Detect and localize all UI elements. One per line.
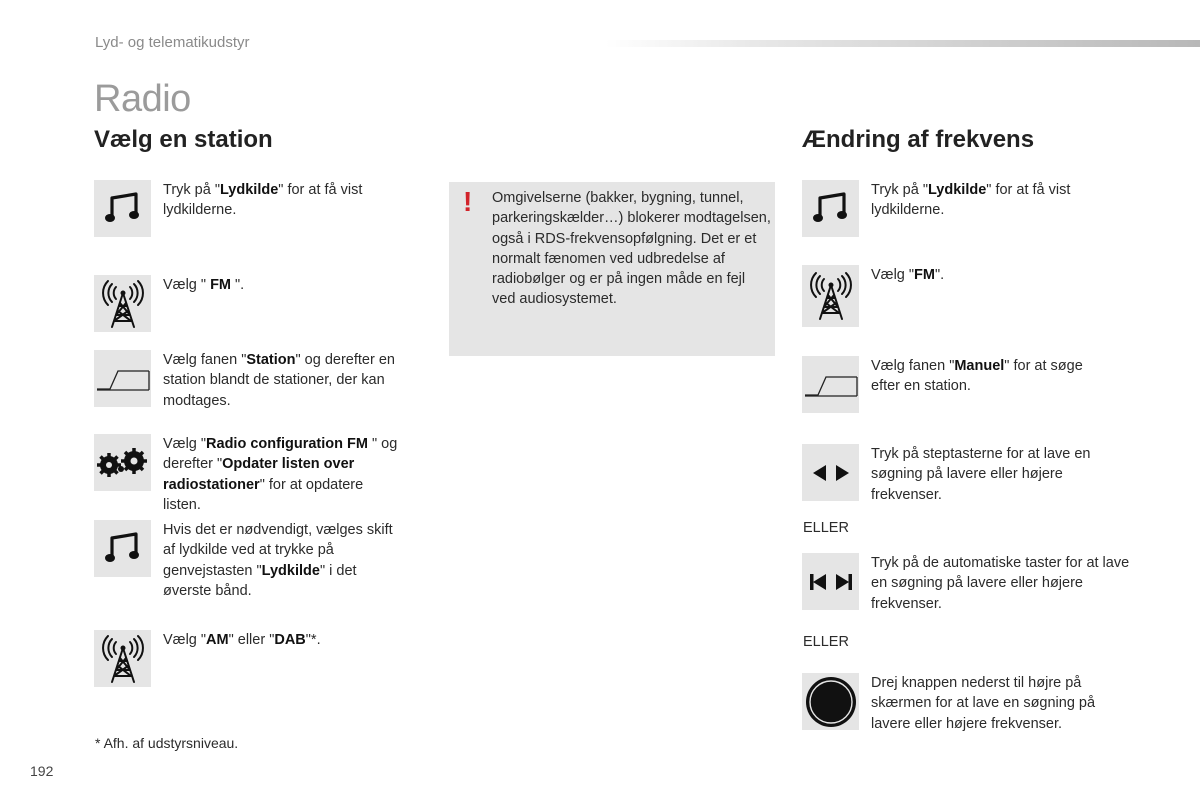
left-step-2 bbox=[94, 275, 403, 332]
right-step-4-text: Tryk på steptasterne for at lave en søgning på lavere eller højere frekvenser. bbox=[871, 446, 1091, 503]
right-heading: Ændring af frekvens bbox=[802, 126, 1035, 153]
gears-icon bbox=[94, 434, 151, 491]
right-step-2 bbox=[802, 265, 1111, 327]
section-label: Lyd- og telematikudstyr bbox=[95, 34, 250, 51]
knob-icon bbox=[802, 673, 859, 730]
left-step-4 bbox=[94, 434, 403, 515]
right-step-6-text: Drej knappen nederst til højre på skærmen for at lave en søgning på lavere eller højere frekvenser. bbox=[871, 675, 1096, 732]
eller-label-1: ELLER bbox=[803, 520, 849, 536]
right-step-1 bbox=[802, 180, 1111, 237]
left-step-5-text: Hvis det er nødvendigt, vælges skift af lydkilde ved at trykke på genvejstasten "Lydkilde" i det øverste bånd. bbox=[163, 522, 393, 599]
right-step-3-text: Vælg fanen "Manuel" for at søge efter en station. bbox=[871, 358, 1083, 395]
right-step-4 bbox=[802, 444, 1116, 505]
music-note-icon bbox=[94, 180, 151, 237]
footnote: * Afh. af udstyrsniveau. bbox=[95, 735, 239, 751]
step-arrows-icon bbox=[802, 444, 859, 501]
right-step-6 bbox=[802, 673, 1116, 734]
left-heading: Vælg en station bbox=[94, 126, 273, 153]
warning-exclamation-icon: ! bbox=[463, 186, 473, 217]
eller-label-2: ELLER bbox=[803, 634, 849, 650]
right-step-5 bbox=[802, 553, 1133, 614]
left-step-3-text: Vælg fanen "Station" og derefter en station blandt de stationer, der kan modtages. bbox=[163, 352, 395, 409]
left-step-1 bbox=[94, 180, 403, 237]
left-step-4-text: Vælg "Radio configuration FM " og derefter "Opdater listen over radiostationer" for at opdatere listen. bbox=[163, 436, 398, 513]
tab-shape-icon bbox=[802, 356, 859, 413]
antenna-icon bbox=[94, 275, 151, 332]
left-step-1-text: Tryk på "Lydkilde" for at få vist lydkilderne. bbox=[163, 182, 363, 219]
left-step-6 bbox=[94, 630, 403, 687]
left-step-5 bbox=[94, 520, 398, 601]
warning-text: Omgivelserne (bakker, bygning, tunnel, parkeringskælder…) blokerer modtagelsen, også i RDS-frekvensopfølgning. Det er et normalt fænomen ved udbredelse af radiobølger og er på ingen måde en fejl ved audiosystemet. bbox=[492, 190, 771, 308]
left-step-3 bbox=[94, 350, 415, 411]
warning-box bbox=[449, 182, 775, 356]
right-step-2-text: Vælg "FM". bbox=[871, 267, 945, 283]
tab-shape-icon bbox=[94, 350, 151, 407]
right-step-3 bbox=[802, 356, 1111, 413]
right-step-1-text: Tryk på "Lydkilde" for at få vist lydkilderne. bbox=[871, 182, 1071, 219]
left-step-6-text: Vælg "AM" eller "DAB"*. bbox=[163, 632, 321, 648]
right-step-5-text: Tryk på de automatiske taster for at lave en søgning på lavere eller højere frekvenser. bbox=[871, 555, 1130, 612]
header-gradient-bar bbox=[605, 40, 1200, 47]
music-note-icon bbox=[802, 180, 859, 237]
music-note-icon bbox=[94, 520, 151, 577]
page-number: 192 bbox=[30, 763, 54, 779]
antenna-icon bbox=[94, 630, 151, 687]
skip-buttons-icon bbox=[802, 553, 859, 610]
left-step-2-text: Vælg " FM ". bbox=[163, 277, 245, 293]
antenna-icon bbox=[802, 265, 859, 327]
page-title: Radio bbox=[94, 78, 191, 120]
